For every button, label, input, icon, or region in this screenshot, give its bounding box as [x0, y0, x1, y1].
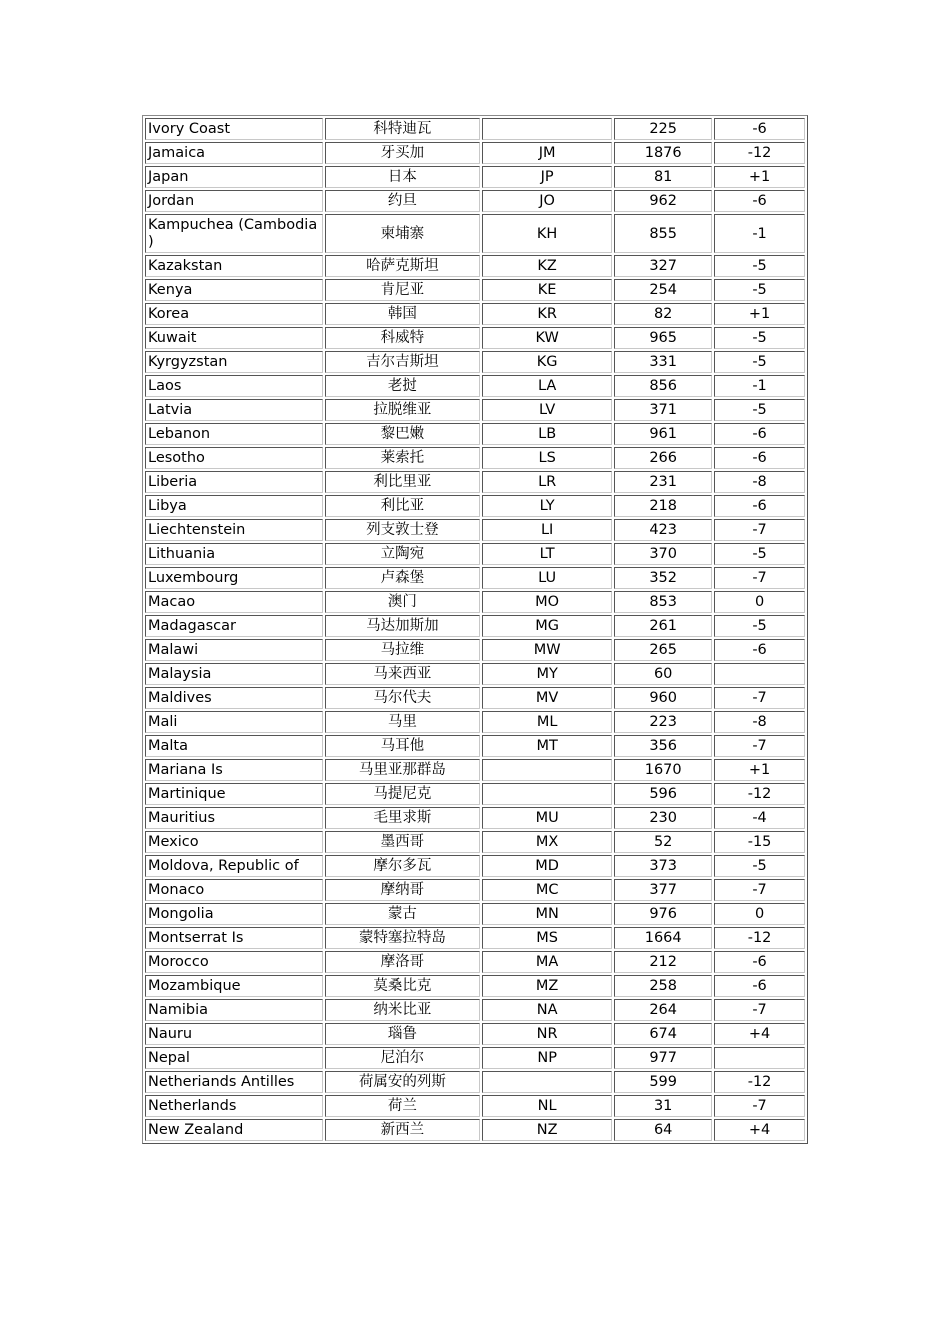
time-difference: -8 [714, 711, 805, 733]
time-difference: -5 [714, 351, 805, 373]
table-row [145, 118, 805, 140]
country-name-zh: 拉脱维亚 [325, 399, 480, 421]
country-name-en: Jordan [145, 190, 323, 212]
dialing-code: 331 [614, 351, 712, 373]
country-name-en: Kazakstan [145, 255, 323, 277]
time-difference [714, 1047, 805, 1069]
country-name-en: Liberia [145, 471, 323, 493]
table-row [145, 567, 805, 589]
dialing-code: 356 [614, 735, 712, 757]
table-row [145, 999, 805, 1021]
country-iso-code: LR [482, 471, 612, 493]
dialing-code: 370 [614, 543, 712, 565]
country-iso-code: LB [482, 423, 612, 445]
country-iso-code [482, 759, 612, 781]
time-difference: -6 [714, 190, 805, 212]
time-difference: -6 [714, 951, 805, 973]
table-row [145, 879, 805, 901]
country-name-zh: 黎巴嫩 [325, 423, 480, 445]
table-row [145, 1119, 805, 1141]
country-code-table [142, 115, 808, 1144]
country-name-zh: 马里 [325, 711, 480, 733]
time-difference: -5 [714, 399, 805, 421]
country-name-en: Libya [145, 495, 323, 517]
dialing-code: 596 [614, 783, 712, 805]
country-name-en: Kenya [145, 279, 323, 301]
country-name-zh: 肯尼亚 [325, 279, 480, 301]
country-iso-code: NP [482, 1047, 612, 1069]
country-name-zh: 科威特 [325, 327, 480, 349]
dialing-code: 977 [614, 1047, 712, 1069]
country-iso-code: KR [482, 303, 612, 325]
country-name-en: Mariana Is [145, 759, 323, 781]
country-name-zh: 老挝 [325, 375, 480, 397]
table-row [145, 1071, 805, 1093]
country-name-zh: 科特迪瓦 [325, 118, 480, 140]
country-name-en: Mali [145, 711, 323, 733]
time-difference: -6 [714, 975, 805, 997]
country-name-en: Laos [145, 375, 323, 397]
time-difference: -7 [714, 567, 805, 589]
dialing-code: 225 [614, 118, 712, 140]
time-difference: -6 [714, 495, 805, 517]
country-name-en: Mauritius [145, 807, 323, 829]
time-difference: +1 [714, 303, 805, 325]
country-name-en: Lesotho [145, 447, 323, 469]
time-difference: -7 [714, 519, 805, 541]
table-row [145, 615, 805, 637]
dialing-code: 52 [614, 831, 712, 853]
country-name-en: Mexico [145, 831, 323, 853]
dialing-code: 327 [614, 255, 712, 277]
table-row [145, 447, 805, 469]
country-name-en: Lebanon [145, 423, 323, 445]
country-name-en: Luxembourg [145, 567, 323, 589]
country-name-en: Macao [145, 591, 323, 613]
country-name-en: Nepal [145, 1047, 323, 1069]
country-name-zh: 蒙古 [325, 903, 480, 925]
table-row [145, 327, 805, 349]
time-difference: -7 [714, 879, 805, 901]
time-difference: +1 [714, 166, 805, 188]
country-name-zh: 墨西哥 [325, 831, 480, 853]
dialing-code: 258 [614, 975, 712, 997]
table-row [145, 975, 805, 997]
table-row [145, 663, 805, 685]
country-name-zh: 摩洛哥 [325, 951, 480, 973]
time-difference: 0 [714, 903, 805, 925]
country-name-en: Mongolia [145, 903, 323, 925]
country-name-zh: 莫桑比克 [325, 975, 480, 997]
country-iso-code: LV [482, 399, 612, 421]
dialing-code: 60 [614, 663, 712, 685]
table-row [145, 591, 805, 613]
country-iso-code: ML [482, 711, 612, 733]
dialing-code: 254 [614, 279, 712, 301]
country-iso-code: NL [482, 1095, 612, 1117]
country-name-zh: 日本 [325, 166, 480, 188]
dialing-code: 1670 [614, 759, 712, 781]
country-name-en: Maldives [145, 687, 323, 709]
time-difference: -7 [714, 999, 805, 1021]
time-difference: -5 [714, 855, 805, 877]
dialing-code: 212 [614, 951, 712, 973]
time-difference: -12 [714, 1071, 805, 1093]
dialing-code: 266 [614, 447, 712, 469]
country-name-en: Kuwait [145, 327, 323, 349]
time-difference: -4 [714, 807, 805, 829]
dialing-code: 960 [614, 687, 712, 709]
table-row [145, 214, 805, 253]
dialing-code: 261 [614, 615, 712, 637]
table-row [145, 255, 805, 277]
table-row [145, 927, 805, 949]
time-difference: +4 [714, 1023, 805, 1045]
country-name-zh: 荷兰 [325, 1095, 480, 1117]
dialing-code: 599 [614, 1071, 712, 1093]
table-row [145, 1023, 805, 1045]
time-difference: -1 [714, 214, 805, 253]
time-difference [714, 663, 805, 685]
country-name-en: Morocco [145, 951, 323, 973]
country-iso-code: LI [482, 519, 612, 541]
country-iso-code: KE [482, 279, 612, 301]
country-iso-code: KG [482, 351, 612, 373]
country-name-en: Kampuchea (Cambodia ) [145, 214, 323, 253]
dialing-code: 352 [614, 567, 712, 589]
table-row [145, 303, 805, 325]
country-name-en: Moldova, Republic of [145, 855, 323, 877]
country-iso-code: MO [482, 591, 612, 613]
country-name-en: Liechtenstein [145, 519, 323, 541]
country-iso-code: LS [482, 447, 612, 469]
dialing-code: 1876 [614, 142, 712, 164]
table-row [145, 423, 805, 445]
country-name-en: Monaco [145, 879, 323, 901]
time-difference: -7 [714, 687, 805, 709]
table-row [145, 783, 805, 805]
table-row [145, 951, 805, 973]
country-name-en: Malawi [145, 639, 323, 661]
dialing-code: 230 [614, 807, 712, 829]
country-iso-code: MU [482, 807, 612, 829]
time-difference: -7 [714, 735, 805, 757]
dialing-code: 218 [614, 495, 712, 517]
country-name-zh: 莱索托 [325, 447, 480, 469]
country-name-zh: 荷属安的列斯 [325, 1071, 480, 1093]
country-iso-code: NZ [482, 1119, 612, 1141]
country-iso-code: MG [482, 615, 612, 637]
country-iso-code: MZ [482, 975, 612, 997]
country-iso-code: MV [482, 687, 612, 709]
country-iso-code [482, 1071, 612, 1093]
country-iso-code: KW [482, 327, 612, 349]
country-iso-code: MX [482, 831, 612, 853]
country-name-en: Nauru [145, 1023, 323, 1045]
time-difference: -8 [714, 471, 805, 493]
time-difference: -15 [714, 831, 805, 853]
table-row [145, 166, 805, 188]
country-name-en: Malta [145, 735, 323, 757]
country-name-en: Ivory Coast [145, 118, 323, 140]
country-name-zh: 马拉维 [325, 639, 480, 661]
table-row [145, 142, 805, 164]
time-difference: -1 [714, 375, 805, 397]
country-name-zh: 马提尼克 [325, 783, 480, 805]
dialing-code: 64 [614, 1119, 712, 1141]
dialing-code: 1664 [614, 927, 712, 949]
country-name-zh: 澳门 [325, 591, 480, 613]
dialing-code: 853 [614, 591, 712, 613]
country-name-zh: 蒙特塞拉特岛 [325, 927, 480, 949]
table-row [145, 687, 805, 709]
country-name-en: Namibia [145, 999, 323, 1021]
table-row [145, 279, 805, 301]
table-row [145, 519, 805, 541]
country-name-zh: 新西兰 [325, 1119, 480, 1141]
time-difference: -12 [714, 927, 805, 949]
table-row [145, 1095, 805, 1117]
country-name-en: Martinique [145, 783, 323, 805]
time-difference: -7 [714, 1095, 805, 1117]
country-iso-code: MY [482, 663, 612, 685]
country-name-zh: 马尔代夫 [325, 687, 480, 709]
dialing-code: 976 [614, 903, 712, 925]
table-row [145, 711, 805, 733]
country-code-table-body [145, 118, 805, 1141]
country-iso-code: JO [482, 190, 612, 212]
country-name-zh: 韩国 [325, 303, 480, 325]
table-row [145, 471, 805, 493]
time-difference: -12 [714, 783, 805, 805]
time-difference: -5 [714, 279, 805, 301]
country-name-zh: 毛里求斯 [325, 807, 480, 829]
time-difference: -6 [714, 423, 805, 445]
country-name-en: Netheriands Antilles [145, 1071, 323, 1093]
country-iso-code: MA [482, 951, 612, 973]
country-iso-code: MT [482, 735, 612, 757]
table-row [145, 807, 805, 829]
dialing-code: 965 [614, 327, 712, 349]
country-name-zh: 立陶宛 [325, 543, 480, 565]
country-name-zh: 摩纳哥 [325, 879, 480, 901]
dialing-code: 373 [614, 855, 712, 877]
table-row [145, 351, 805, 373]
country-name-zh: 牙买加 [325, 142, 480, 164]
table-row [145, 903, 805, 925]
dialing-code: 371 [614, 399, 712, 421]
country-iso-code: JP [482, 166, 612, 188]
time-difference: -6 [714, 118, 805, 140]
country-name-zh: 瑙鲁 [325, 1023, 480, 1045]
dialing-code: 855 [614, 214, 712, 253]
country-name-zh: 利比亚 [325, 495, 480, 517]
country-iso-code: NA [482, 999, 612, 1021]
dialing-code: 81 [614, 166, 712, 188]
dialing-code: 961 [614, 423, 712, 445]
country-name-zh: 尼泊尔 [325, 1047, 480, 1069]
dialing-code: 231 [614, 471, 712, 493]
dialing-code: 856 [614, 375, 712, 397]
dialing-code: 423 [614, 519, 712, 541]
country-iso-code: LA [482, 375, 612, 397]
country-name-zh: 摩尔多瓦 [325, 855, 480, 877]
country-name-zh: 利比里亚 [325, 471, 480, 493]
time-difference: -6 [714, 639, 805, 661]
country-name-en: Japan [145, 166, 323, 188]
dialing-code: 82 [614, 303, 712, 325]
country-name-en: Lithuania [145, 543, 323, 565]
time-difference: +4 [714, 1119, 805, 1141]
dialing-code: 265 [614, 639, 712, 661]
time-difference: -5 [714, 327, 805, 349]
country-name-zh: 纳米比亚 [325, 999, 480, 1021]
table-row [145, 735, 805, 757]
dialing-code: 264 [614, 999, 712, 1021]
country-iso-code: KH [482, 214, 612, 253]
table-row [145, 495, 805, 517]
dialing-code: 674 [614, 1023, 712, 1045]
country-name-zh: 马来西亚 [325, 663, 480, 685]
dialing-code: 962 [614, 190, 712, 212]
table-row [145, 855, 805, 877]
time-difference: +1 [714, 759, 805, 781]
table-row [145, 399, 805, 421]
country-name-en: Madagascar [145, 615, 323, 637]
table-row [145, 759, 805, 781]
country-name-en: Jamaica [145, 142, 323, 164]
country-name-zh: 马里亚那群岛 [325, 759, 480, 781]
country-iso-code: LT [482, 543, 612, 565]
table-row [145, 375, 805, 397]
country-iso-code: MW [482, 639, 612, 661]
country-iso-code: MC [482, 879, 612, 901]
country-iso-code: MS [482, 927, 612, 949]
dialing-code: 223 [614, 711, 712, 733]
country-name-zh: 马耳他 [325, 735, 480, 757]
country-iso-code [482, 783, 612, 805]
country-name-en: Latvia [145, 399, 323, 421]
country-iso-code [482, 118, 612, 140]
table-row [145, 639, 805, 661]
country-name-en: Netherlands [145, 1095, 323, 1117]
country-iso-code: NR [482, 1023, 612, 1045]
time-difference: -12 [714, 142, 805, 164]
country-name-zh: 列支敦士登 [325, 519, 480, 541]
country-name-zh: 吉尔吉斯坦 [325, 351, 480, 373]
country-iso-code: MD [482, 855, 612, 877]
dialing-code: 377 [614, 879, 712, 901]
time-difference: -5 [714, 255, 805, 277]
country-iso-code: MN [482, 903, 612, 925]
time-difference: -5 [714, 615, 805, 637]
country-name-zh: 柬埔寨 [325, 214, 480, 253]
country-iso-code: LU [482, 567, 612, 589]
country-name-zh: 卢森堡 [325, 567, 480, 589]
table-row [145, 190, 805, 212]
dialing-code: 31 [614, 1095, 712, 1117]
country-name-zh: 约旦 [325, 190, 480, 212]
time-difference: 0 [714, 591, 805, 613]
country-name-en: Montserrat Is [145, 927, 323, 949]
country-iso-code: KZ [482, 255, 612, 277]
table-row [145, 1047, 805, 1069]
country-iso-code: LY [482, 495, 612, 517]
time-difference: -5 [714, 543, 805, 565]
country-name-zh: 哈萨克斯坦 [325, 255, 480, 277]
country-name-en: Korea [145, 303, 323, 325]
country-name-en: Kyrgyzstan [145, 351, 323, 373]
country-iso-code: JM [482, 142, 612, 164]
country-name-en: New Zealand [145, 1119, 323, 1141]
country-name-en: Mozambique [145, 975, 323, 997]
time-difference: -6 [714, 447, 805, 469]
table-row [145, 831, 805, 853]
country-name-en: Malaysia [145, 663, 323, 685]
table-row [145, 543, 805, 565]
country-name-zh: 马达加斯加 [325, 615, 480, 637]
